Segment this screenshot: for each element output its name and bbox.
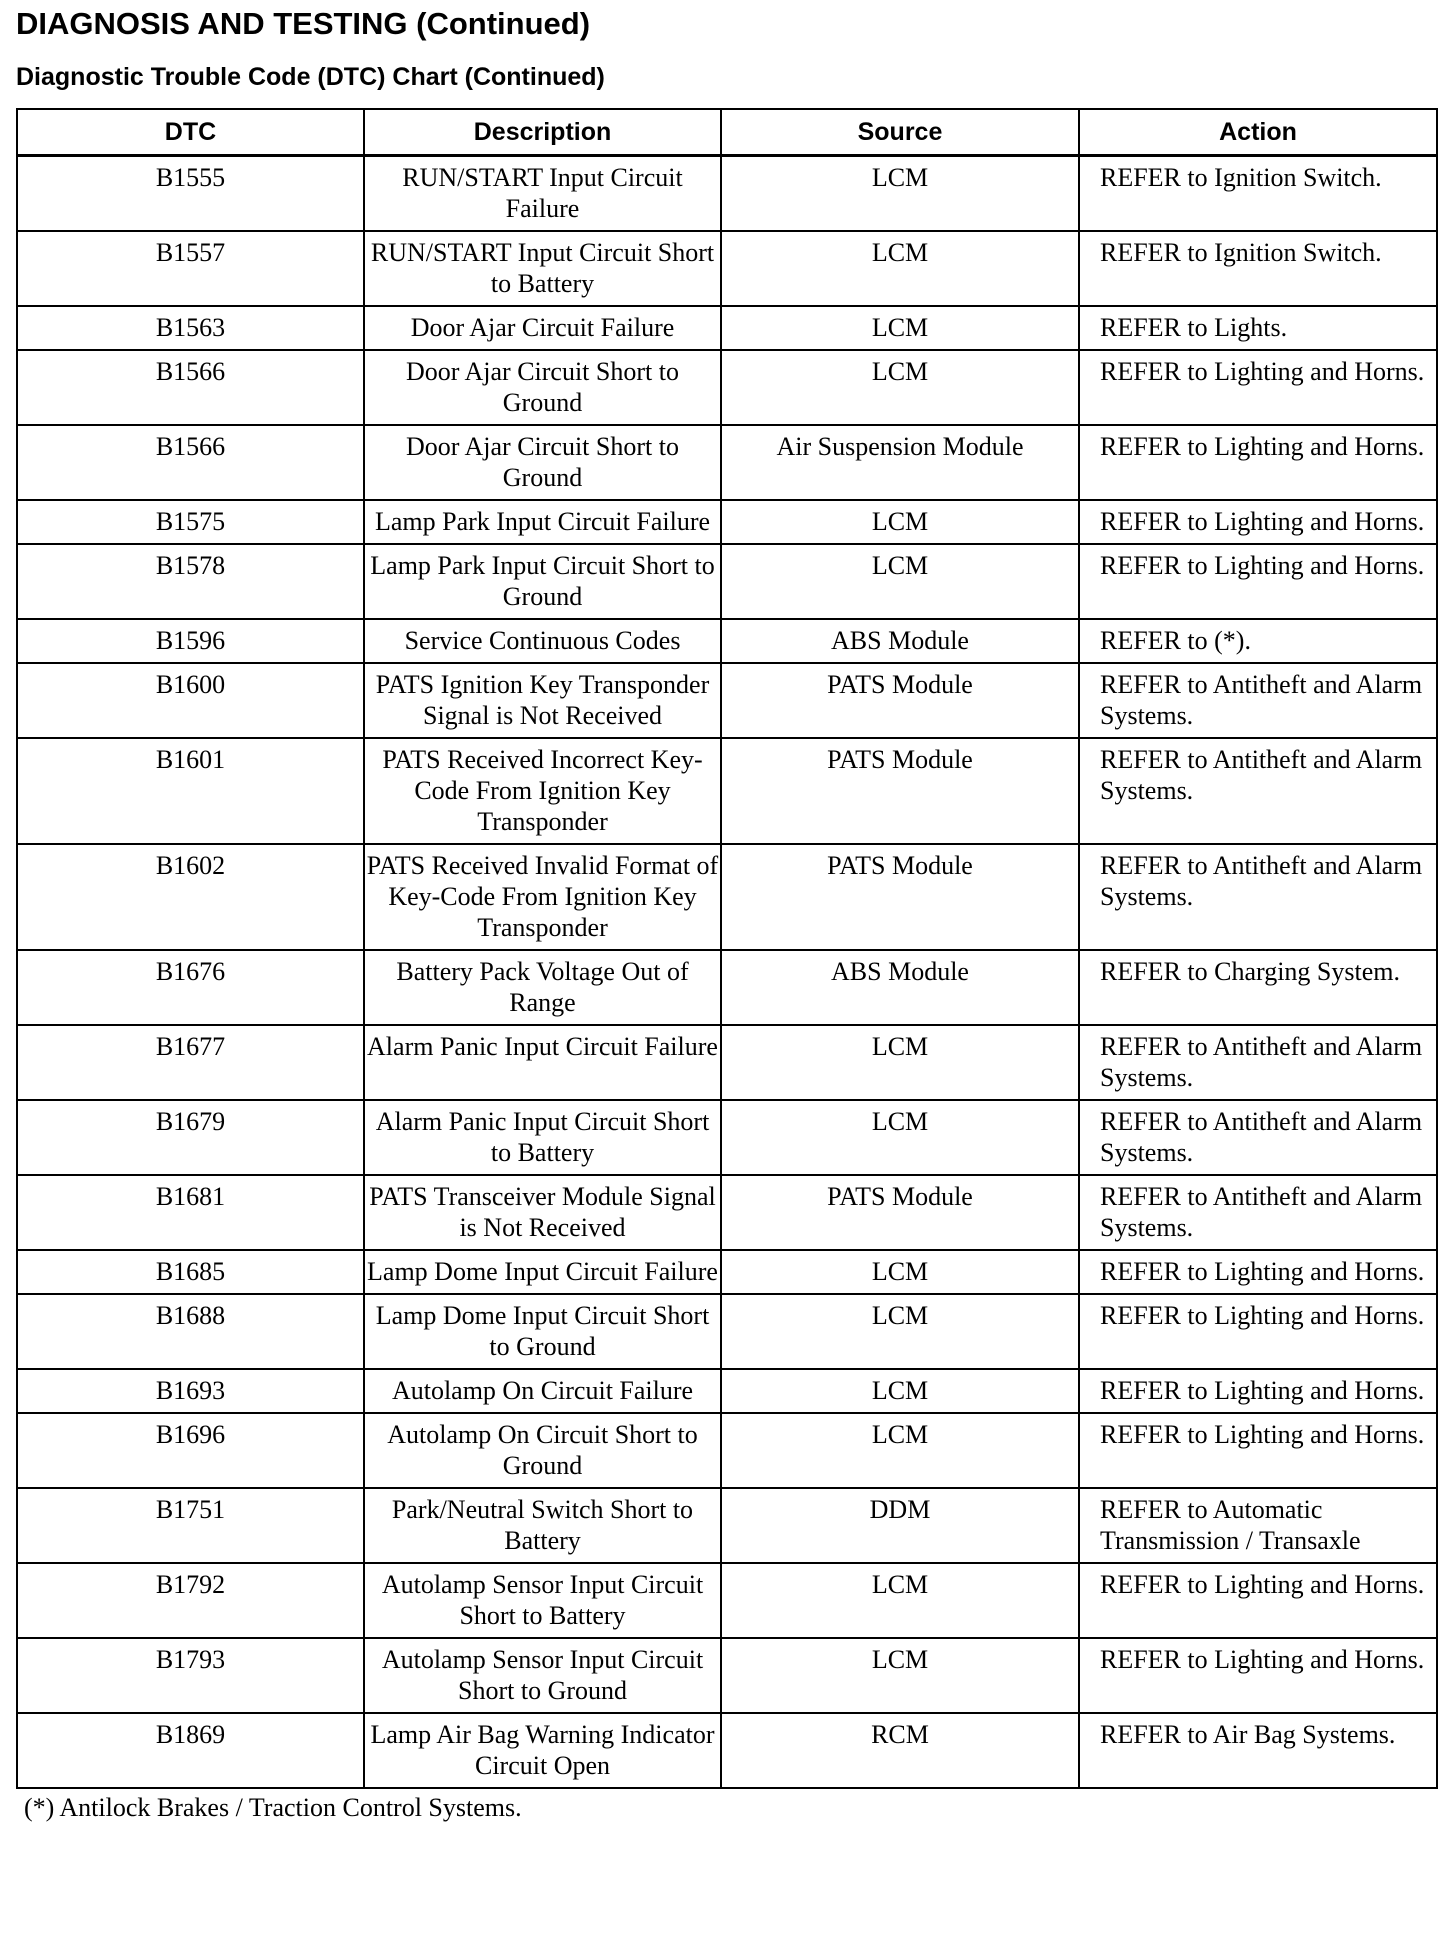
dtc-cell: B1676 [17,950,364,1025]
action-cell: REFER to Automatic Transmission / Transaxle [1079,1488,1437,1563]
source-cell: LCM [721,1294,1079,1369]
source-cell: ABS Module [721,619,1079,663]
table-row [17,231,1437,306]
action-cell: REFER to Antitheft and Alarm Systems. [1079,1175,1437,1250]
source-cell: LCM [721,156,1079,232]
source-cell: LCM [721,231,1079,306]
description-cell: Autolamp Sensor Input Circuit Short to Battery [364,1563,721,1638]
description-cell: RUN/START Input Circuit Short to Battery [364,231,721,306]
table-row [17,1294,1437,1369]
action-cell: REFER to Lighting and Horns. [1079,544,1437,619]
description-cell: Alarm Panic Input Circuit Short to Battery [364,1100,721,1175]
action-cell: REFER to Charging System. [1079,950,1437,1025]
source-cell: LCM [721,500,1079,544]
source-cell: LCM [721,1563,1079,1638]
column-header-dtc: DTC [17,109,364,156]
description-cell: PATS Transceiver Module Signal is Not Received [364,1175,721,1250]
source-cell: LCM [721,1250,1079,1294]
dtc-cell: B1601 [17,738,364,844]
table-row [17,619,1437,663]
table-row [17,156,1437,232]
action-cell: REFER to Lighting and Horns. [1079,1294,1437,1369]
table-body [17,156,1437,1789]
source-cell: LCM [721,1638,1079,1713]
description-cell: RUN/START Input Circuit Failure [364,156,721,232]
action-cell: REFER to Antitheft and Alarm Systems. [1079,1025,1437,1100]
dtc-cell: B1685 [17,1250,364,1294]
source-cell: PATS Module [721,844,1079,950]
description-cell: Battery Pack Voltage Out of Range [364,950,721,1025]
description-cell: Alarm Panic Input Circuit Failure [364,1025,721,1100]
source-cell: Air Suspension Module [721,425,1079,500]
action-cell: REFER to Antitheft and Alarm Systems. [1079,1100,1437,1175]
action-cell: REFER to (*). [1079,619,1437,663]
table-row [17,425,1437,500]
action-cell: REFER to Lighting and Horns. [1079,500,1437,544]
column-header-description: Description [364,109,721,156]
source-cell: PATS Module [721,738,1079,844]
dtc-cell: B1578 [17,544,364,619]
dtc-cell: B1555 [17,156,364,232]
source-cell: ABS Module [721,950,1079,1025]
table-row [17,1025,1437,1100]
dtc-cell: B1575 [17,500,364,544]
source-cell: LCM [721,1369,1079,1413]
footnote: (*) Antilock Brakes / Traction Control Systems. [24,1793,522,1822]
source-cell: LCM [721,1025,1079,1100]
action-cell: REFER to Air Bag Systems. [1079,1713,1437,1788]
description-cell: Door Ajar Circuit Failure [364,306,721,350]
table-row [17,544,1437,619]
table-row [17,500,1437,544]
column-header-source: Source [721,109,1079,156]
action-cell: REFER to Antitheft and Alarm Systems. [1079,663,1437,738]
description-cell: Autolamp On Circuit Short to Ground [364,1413,721,1488]
table-row [17,1638,1437,1713]
action-cell: REFER to Lighting and Horns. [1079,1638,1437,1713]
dtc-cell: B1751 [17,1488,364,1563]
dtc-cell: B1566 [17,350,364,425]
dtc-cell: B1681 [17,1175,364,1250]
description-cell: Service Continuous Codes [364,619,721,663]
dtc-cell: B1600 [17,663,364,738]
dtc-cell: B1602 [17,844,364,950]
action-cell: REFER to Lighting and Horns. [1079,1413,1437,1488]
table-row [17,844,1437,950]
source-cell: LCM [721,1413,1079,1488]
table-row [17,306,1437,350]
dtc-cell: B1869 [17,1713,364,1788]
dtc-cell: B1677 [17,1025,364,1100]
dtc-cell: B1563 [17,306,364,350]
table-row [17,1563,1437,1638]
source-cell: LCM [721,350,1079,425]
dtc-cell: B1566 [17,425,364,500]
dtc-cell: B1557 [17,231,364,306]
table-row [17,950,1437,1025]
dtc-cell: B1596 [17,619,364,663]
dtc-cell: B1688 [17,1294,364,1369]
table-row [17,1175,1437,1250]
dtc-cell: B1679 [17,1100,364,1175]
description-cell: Lamp Park Input Circuit Failure [364,500,721,544]
description-cell: Lamp Dome Input Circuit Short to Ground [364,1294,721,1369]
table-row [17,1488,1437,1563]
table-row [17,1250,1437,1294]
description-cell: Door Ajar Circuit Short to Ground [364,350,721,425]
description-cell: PATS Received Incorrect Key-Code From Ignition Key Transponder [364,738,721,844]
action-cell: REFER to Lights. [1079,306,1437,350]
action-cell: REFER to Lighting and Horns. [1079,1563,1437,1638]
page-title: DIAGNOSIS AND TESTING (Continued) [16,6,591,41]
table-row [17,1369,1437,1413]
source-cell: PATS Module [721,1175,1079,1250]
source-cell: LCM [721,306,1079,350]
dtc-cell: B1693 [17,1369,364,1413]
description-cell: Autolamp Sensor Input Circuit Short to Ground [364,1638,721,1713]
action-cell: REFER to Antitheft and Alarm Systems. [1079,738,1437,844]
source-cell: PATS Module [721,663,1079,738]
action-cell: REFER to Lighting and Horns. [1079,1369,1437,1413]
table-row [17,350,1437,425]
source-cell: RCM [721,1713,1079,1788]
dtc-cell: B1696 [17,1413,364,1488]
action-cell: REFER to Ignition Switch. [1079,156,1437,232]
source-cell: DDM [721,1488,1079,1563]
source-cell: LCM [721,544,1079,619]
action-cell: REFER to Antitheft and Alarm Systems. [1079,844,1437,950]
action-cell: REFER to Lighting and Horns. [1079,1250,1437,1294]
table-row [17,1413,1437,1488]
description-cell: Autolamp On Circuit Failure [364,1369,721,1413]
table-header-row [17,109,1437,156]
description-cell: Door Ajar Circuit Short to Ground [364,425,721,500]
action-cell: REFER to Ignition Switch. [1079,231,1437,306]
dtc-chart-table [16,108,1438,1789]
action-cell: REFER to Lighting and Horns. [1079,425,1437,500]
description-cell: PATS Ignition Key Transponder Signal is Not Received [364,663,721,738]
dtc-cell: B1793 [17,1638,364,1713]
description-cell: Lamp Air Bag Warning Indicator Circuit Open [364,1713,721,1788]
table-row [17,1100,1437,1175]
description-cell: Lamp Park Input Circuit Short to Ground [364,544,721,619]
table-row [17,738,1437,844]
action-cell: REFER to Lighting and Horns. [1079,350,1437,425]
description-cell: Lamp Dome Input Circuit Failure [364,1250,721,1294]
table-row [17,663,1437,738]
description-cell: Park/Neutral Switch Short to Battery [364,1488,721,1563]
source-cell: LCM [721,1100,1079,1175]
column-header-action: Action [1079,109,1437,156]
section-heading: Diagnostic Trouble Code (DTC) Chart (Continued) [16,63,605,91]
dtc-cell: B1792 [17,1563,364,1638]
table-row [17,1713,1437,1788]
description-cell: PATS Received Invalid Format of Key-Code From Ignition Key Transponder [364,844,721,950]
